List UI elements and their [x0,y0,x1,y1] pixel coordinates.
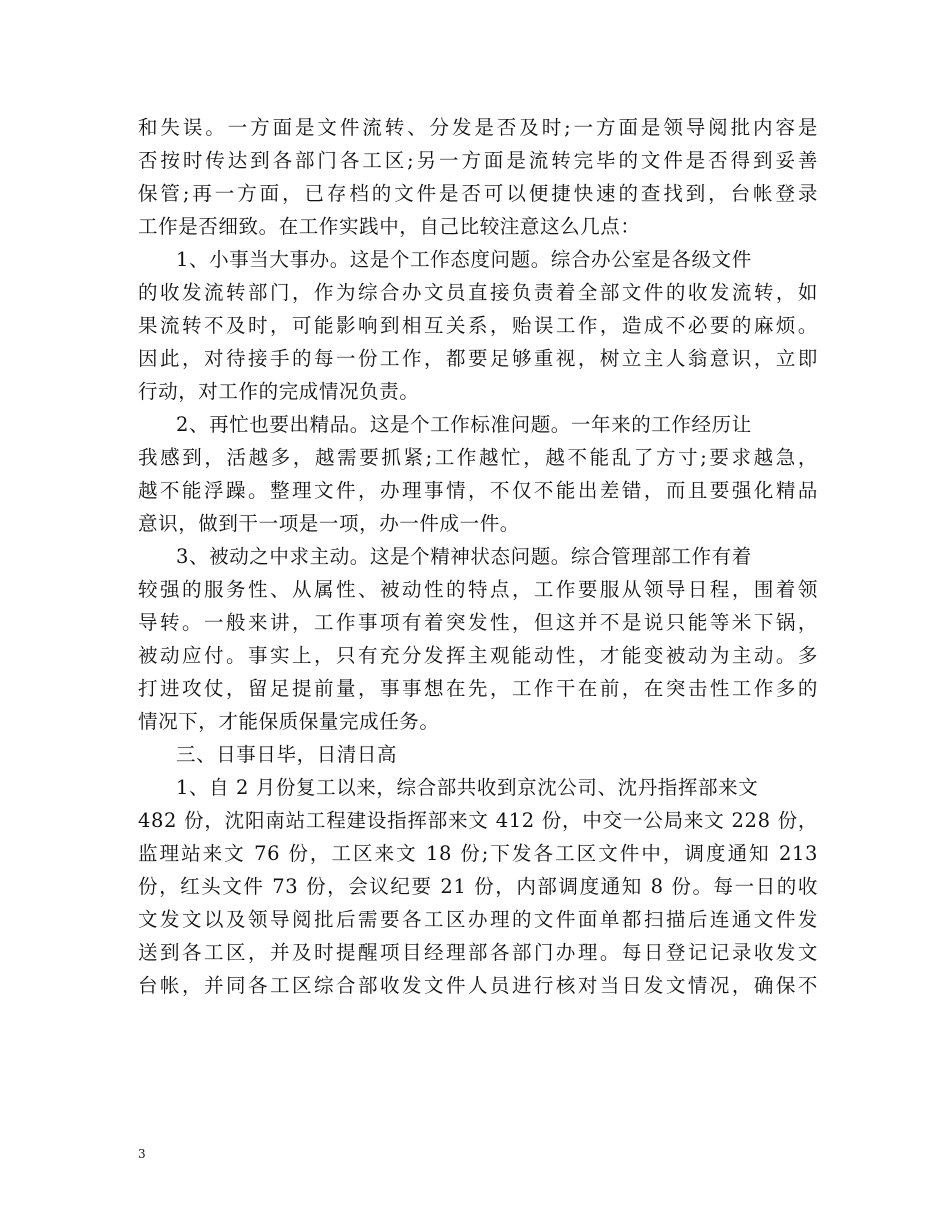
text-line: 和失误。一方面是文件流转、分发是否及时;一方面是领导阅批内容是 [138,116,818,139]
text-line: 否按时传达到各部门各工区;另一方面是流转完毕的文件是否得到妥善 [138,149,818,172]
text-line: 意识，做到干一项是一项，办一件成一件。 [138,512,520,535]
text-line: 3、被动之中求主动。这是个精神状态问题。综合管理部工作有着 [176,545,752,568]
text-line: 1、自 2 月份复工以来，综合部共收到京沈公司、沈丹指挥部来文 [176,776,759,799]
text-line: 保管;再一方面，已存档的文件是否可以便捷快速的查找到，台帐登录 [138,182,818,205]
text-line: 因此，对待接手的每一份工作，都要足够重视，树立主人翁意识，立即 [138,347,818,370]
text-line: 2、再忙也要出精品。这是个工作标准问题。一年来的工作经历让 [176,413,752,436]
text-line: 份，红头文件 73 份，会议纪要 21 份，内部调度通知 8 份。每一日的收 [138,875,818,898]
text-line: 被动应付。事实上，只有充分发挥主观能动性，才能变被动为主动。多 [138,644,818,667]
text-line: 送到各工区，并及时提醒项目经理部各部门办理。每日登记记录收发文 [138,941,818,964]
text-line: 果流转不及时，可能影响到相互关系，贻误工作，造成不必要的麻烦。 [138,314,818,337]
text-line: 行动，对工作的完成情况负责。 [138,380,420,403]
text-line: 打进攻仗，留足提前量，事事想在先，工作干在前，在突击性工作多的 [138,677,818,700]
section-heading: 三、日事日毕，日清日高 [176,743,398,766]
text-line: 越不能浮躁。整理文件，办理事情，不仅不能出差错，而且要强化精品 [138,479,818,502]
text-line: 我感到，活越多，越需要抓紧;工作越忙，越不能乱了方寸;要求越急， [138,446,818,469]
text-line: 较强的服务性、从属性、被动性的特点，工作要服从领导日程，围着领 [138,578,818,601]
text-line: 1、小事当大事办。这是个工作态度问题。综合办公室是各级文件 [176,248,752,271]
text-line: 的收发流转部门，作为综合办文员直接负责着全部文件的收发流转，如 [138,281,818,304]
text-line: 情况下，才能保质保量完成任务。 [138,710,440,733]
text-line: 工作是否细致。在工作实践中，自己比较注意这么几点： [138,215,641,238]
text-line: 导转。一般来讲，工作事项有着突发性，但这并不是说只能等米下锅， [138,611,818,634]
text-line: 482 份，沈阳南站工程建设指挥部来文 412 份，中交一公局来文 228 份， [138,809,818,832]
page-number: 3 [138,1147,146,1161]
text-line: 监理站来文 76 份，工区来文 18 份;下发各工区文件中，调度通知 213 [138,842,818,865]
text-line: 文发文以及领导阅批后需要各工区办理的文件面单都扫描后连通文件发 [138,908,818,931]
text-line: 台帐，并同各工区综合部收发文件人员进行核对当日发文情况，确保不 [138,974,818,997]
